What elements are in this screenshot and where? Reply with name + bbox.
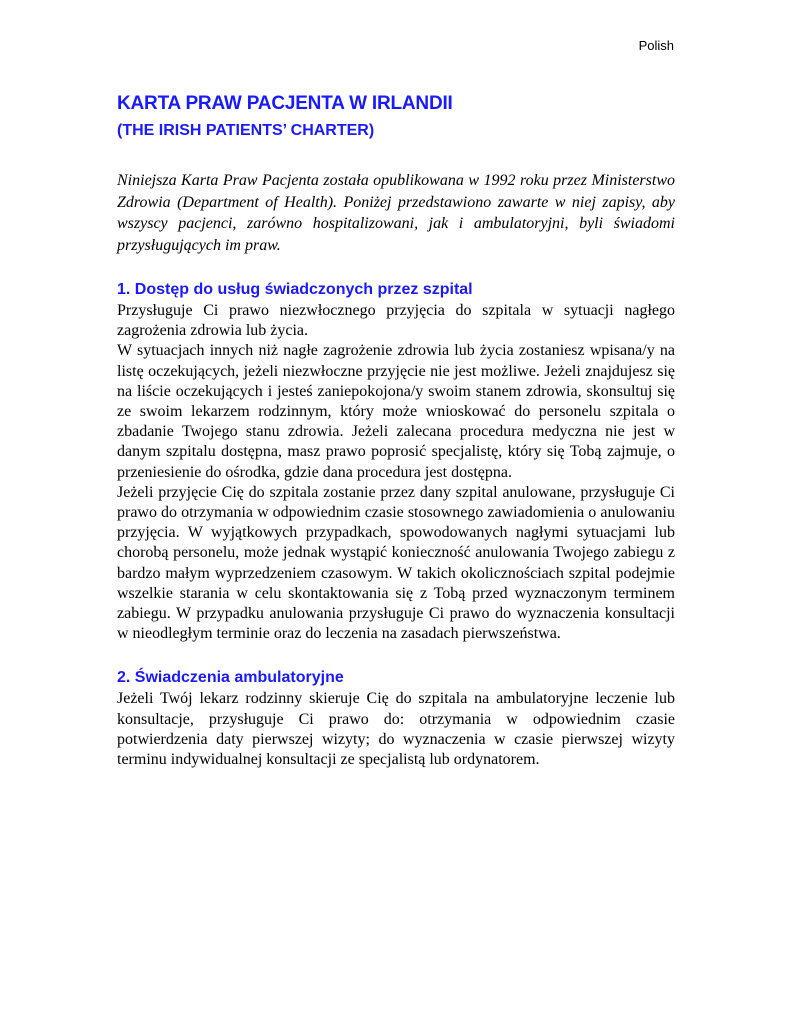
section-heading-outpatient: 2. Świadczenia ambulatoryjne <box>117 669 344 687</box>
section-paragraph: Jeżeli Twój lekarz rodzinny skieruje Cię do szpitala na ambulatoryjne leczenie lub konsultacje, przysługuje Ci prawo do: otrzymania w odpowiednim czasie potwierdzenia daty pierwszej wizyty; do wyznaczenia w czasie pierwszej wizyty terminu indywidualnej konsultacji ze specjalistą lub ordynatorem. <box>117 690 675 769</box>
intro-paragraph: Niniejsza Karta Praw Pacjenta została opublikowana w 1992 roku przez Ministerstwo Zdrowia (Department of Health). Poniżej przedstawiono zawarte w niej zapisy, aby wszyscy pacjenci, zarówno hospitalizowani, jak i ambulatoryjni, byli świadomi przysługujących im praw. <box>117 172 675 254</box>
language-label: Polish <box>638 38 674 53</box>
section-heading-hospital-access: 1. Dostęp do usług świadczonych przez szpital <box>117 281 473 298</box>
section-paragraph: Jeżeli przyjęcie Cię do szpitala zostanie przez dany szpital anulowane, przysługuje Ci prawo do otrzymania w odpowiednim czasie stosownego zawiadomienia o anulowaniu przyjęcia. W wyjątkowych przypadkach, spowodowanych nagłymi sytuacjami lub chorobą personelu, może jednak wystąpić konieczność anulowania Twojego zabiegu z bardzo małym wyprzedzeniem czasowym. W takich okolicznościach szpital podejmie wszelkie starania w celu skontaktowania się z Tobą przed wyznaczonym terminem zabiegu. W przypadku anulowania przysługuje Ci prawo do wyznaczenia konsultacji w nieodległym terminie oraz do leczenia na zasadach pierwszeństwa. <box>117 483 675 643</box>
section-paragraph: W sytuacjach innych niż nagłe zagrożenie zdrowia lub życia zostaniesz wpisana/y na listę oczekujących, jeżeli niezwłoczne przyjęcie nie jest możliwe. Jeżeli znajdujesz się na liście oczekujących i jesteś zaniepokojona/y swoim stanem zdrowia, skonsultuj się ze swoim lekarzem rodzinnym, który może wnioskować do personelu szpitala o zbadanie Twojego stanu zdrowia. Jeżeli zalecana procedura medyczna nie jest w danym szpitalu dostępna, masz prawo poprosić specjalistę, który się Tobą zajmuje, o przeniesienie do ośrodka, gdzie dana procedura jest dostępna. <box>117 342 675 481</box>
section-paragraph: Przysługuje Ci prawo niezwłocznego przyjęcia do szpitala w sytuacji nagłego zagrożenia zdrowia lub życia. <box>117 302 675 340</box>
document-body <box>117 92 675 770</box>
document-title: KARTA PRAW PACJENTA W IRLANDII <box>117 93 453 114</box>
document-subtitle: (THE IRISH PATIENTS’ CHARTER) <box>117 122 375 139</box>
